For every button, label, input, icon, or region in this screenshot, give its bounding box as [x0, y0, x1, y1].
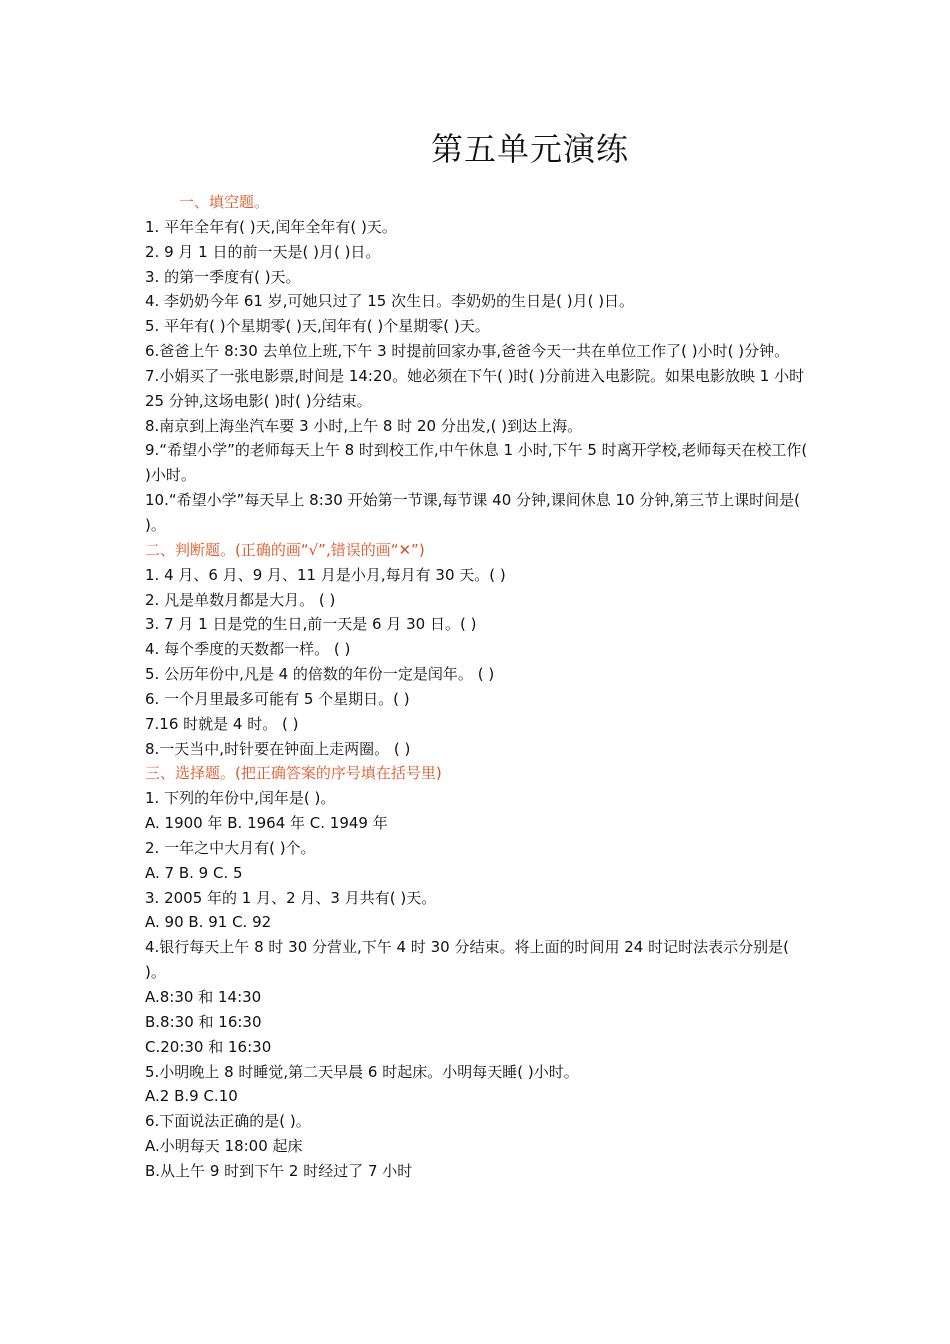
question-line: 10.“希望小学”每天早上 8:30 开始第一节课,每节课 40 分钟,课间休息 10 分钟,第三节上课时间是( )。 [145, 491, 801, 534]
question-line: 4.银行每天上午 8 时 30 分营业,下午 4 时 30 分结束。将上面的时间用 24 时记时法表示分别是( )。 [145, 938, 789, 982]
worksheet-body [145, 190, 810, 1184]
answer-option: A.8:30 和 14:30 [145, 988, 262, 1006]
question-line: 8.一天当中,时针要在钟面上走两圈。 ( ) [145, 739, 411, 758]
question-line: 6.下面说法正确的是( )。 [145, 1112, 311, 1131]
question-line: 2. 凡是单数月都是大月。 ( ) [145, 590, 336, 609]
answer-option: A.小明每天 18:00 起床 [145, 1137, 303, 1156]
question-line: 2. 9 月 1 日的前一天是( )月( )日。 [145, 242, 381, 261]
answer-option: C.20:30 和 16:30 [145, 1037, 272, 1056]
question-line: 7.小娟买了一张电影票,时间是 14:20。她必须在下午( )时( )分前进入电影院。如果电影放映 1 小时 25 分钟,这场电影( )时( )分结束。 [145, 366, 805, 410]
question-line: 3. 的第一季度有( )天。 [145, 267, 301, 286]
question-line: 5. 公历年份中,凡是 4 的倍数的年份一定是闰年。 ( ) [145, 665, 495, 684]
answer-options: A.2 B.9 C.10 [145, 1087, 238, 1106]
question-line: 4. 每个季度的天数都一样。 ( ) [145, 640, 351, 659]
section-heading-multiple-choice: 三、选择题。(把正确答案的序号填在括号里) [145, 764, 442, 783]
question-line: 7.16 时就是 4 时。 ( ) [145, 714, 299, 733]
question-line: 6. 一个月里最多可能有 5 个星期日。( ) [145, 689, 410, 708]
answer-option: B.从上午 9 时到下午 2 时经过了 7 小时 [145, 1161, 413, 1180]
answer-options: A. 7 B. 9 C. 5 [145, 863, 243, 882]
question-line: 5. 平年有( )个星期零( )天,闰年有( )个星期零( )天。 [145, 317, 490, 336]
section-heading-true-false: 二、判断题。(正确的画“√”,错误的画“✕”) [145, 540, 425, 559]
answer-options: A. 1900 年 B. 1964 年 C. 1949 年 [145, 814, 388, 833]
question-line: 1. 4 月、6 月、9 月、11 月是小月,每月有 30 天。( ) [145, 565, 506, 584]
question-line: 3. 2005 年的 1 月、2 月、3 月共有( )天。 [145, 888, 437, 907]
question-line: 1. 平年全年有( )天,闰年全年有( )天。 [145, 217, 397, 236]
question-line: 6.爸爸上午 8:30 去单位上班,下午 3 时提前回家办事,爸爸今天一共在单位工作了( )小时( )分钟。 [145, 342, 790, 361]
page-title: 第五单元演练 [430, 130, 629, 168]
section-heading-fill-blank: 一、填空题。 [179, 193, 270, 211]
question-line: 4. 李奶奶今年 61 岁,可她只过了 15 次生日。李奶奶的生日是( )月( )日。 [145, 292, 635, 311]
answer-options: A. 90 B. 91 C. 92 [145, 913, 272, 932]
question-line: 3. 7 月 1 日是党的生日,前一天是 6 月 30 日。( ) [145, 615, 477, 634]
question-line: 1. 下列的年份中,闰年是( )。 [145, 789, 336, 808]
question-line: 9.“希望小学”的老师每天上午 8 时到校工作,中午休息 1 小时,下午 5 时离开学校,老师每天在校工作( )小时。 [145, 441, 808, 485]
question-line: 2. 一年之中大月有( )个。 [145, 838, 316, 857]
answer-option: B.8:30 和 16:30 [145, 1012, 262, 1031]
question-line: 8.南京到上海坐汽车要 3 小时,上午 8 时 20 分出发,( )到达上海。 [145, 416, 583, 435]
question-line: 5.小明晚上 8 时睡觉,第二天早晨 6 时起床。小明每天睡( )小时。 [145, 1062, 579, 1081]
